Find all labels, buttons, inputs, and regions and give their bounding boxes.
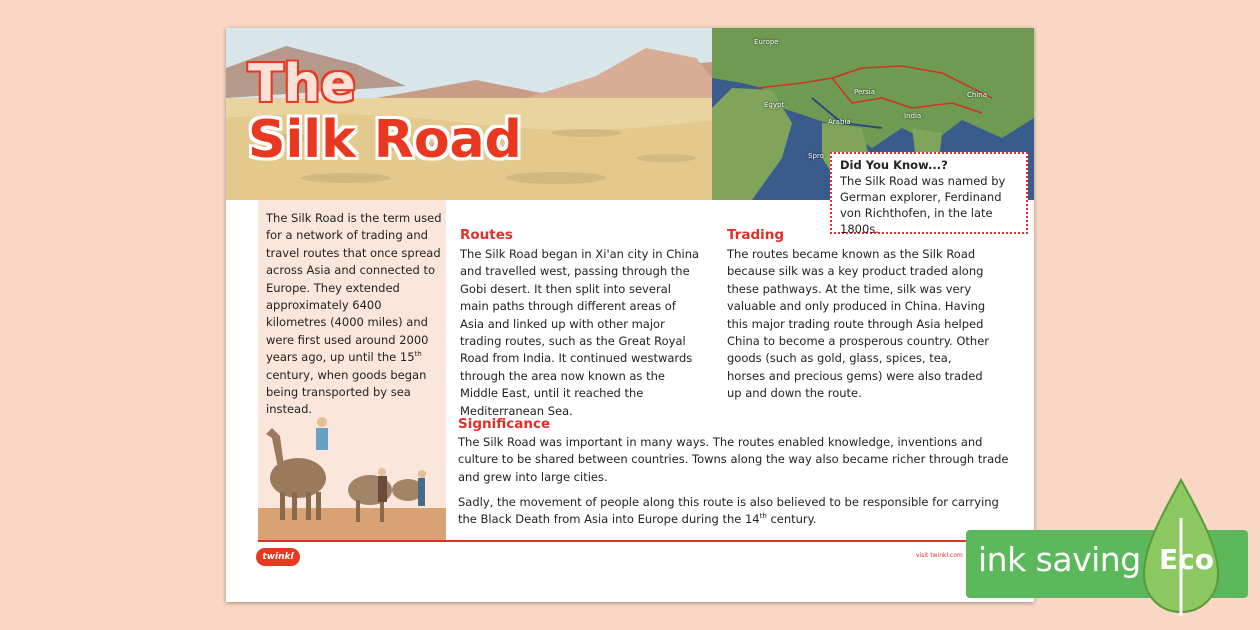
intro-panel: [258, 200, 446, 540]
map-label-india: India: [904, 112, 922, 120]
intro-text: [266, 210, 444, 419]
title-line-1: The: [248, 54, 356, 114]
footer-divider: [258, 540, 1028, 542]
eco-label: Eco: [1159, 543, 1214, 576]
intro-text-part-2: century, when goods began being transported by sea instead.: [266, 367, 427, 417]
trading-text: The routes became known as the Silk Road because silk was a key product traded along these pathways. At the time, silk was very valuable and only produced in China. Having this major trading route through Asia helped China to become a prosperous country. Other goods (such as gold, glass, spices, tea, horses and precious gems) were also traded up and down the route.: [727, 247, 990, 401]
did-you-know-heading: Did You Know...?: [840, 158, 948, 172]
map-label-persia: Persia: [854, 88, 876, 96]
routes-heading: Routes: [460, 227, 513, 243]
significance-paragraph-2: [458, 494, 1014, 529]
camel-caravan-illustration: [258, 408, 446, 540]
significance-superscript: th: [759, 512, 767, 521]
trading-heading: Trading: [727, 227, 785, 243]
visit-link[interactable]: visit twinkl.com: [916, 552, 963, 559]
map-label-egypt: Egypt: [764, 101, 785, 109]
desert-banner: [226, 28, 712, 200]
ink-saving-label: ink saving: [978, 540, 1141, 579]
significance-paragraph-2-part-1: Sadly, the movement of people along this route is also believed to be responsible for carrying the Black Death from Asia into Europe during the 14: [458, 495, 999, 527]
map-label-spro: Spro: [808, 152, 824, 160]
map-label-europe: Europe: [754, 38, 779, 46]
intro-text-part-1: The Silk Road is the term used for a network of trading and travel routes that once spread across Asia and connected to Europe. They extended approximately 6400 kilometres (4000 miles) and were first used around 2000 years ago, up until the 15: [266, 211, 442, 365]
title-line-2: Silk Road: [248, 110, 522, 170]
intro-superscript: th: [414, 350, 422, 359]
significance-paragraph-1: The Silk Road was important in many ways. The routes enabled knowledge, inventions and culture to be shared between countries. Towns along the way also became richer through trade and grew into large cities.: [458, 435, 1009, 484]
did-you-know-box: [830, 152, 1028, 234]
did-you-know-text: The Silk Road was named by German explorer, Ferdinand von Richthofen, in the late 1800s.: [840, 174, 1006, 236]
map-label-arabia: Arabia: [828, 118, 851, 126]
map-label-china: China: [967, 91, 987, 99]
twinkl-logo[interactable]: twinkl: [256, 548, 300, 566]
routes-text: The Silk Road began in Xi'an city in China and travelled west, passing through the Gobi desert. It then split into several main paths through different areas of Asia and linked up with other major trading routes, such as the Great Royal Road from India. It continued westwards through the area now known as the Middle East, until it reached the Mediterranean Sea.: [460, 247, 700, 418]
significance-paragraph-2-part-2: century.: [766, 512, 817, 527]
page-title: [248, 56, 522, 168]
significance-heading: Significance: [458, 416, 551, 432]
worksheet-page: [226, 28, 1034, 602]
